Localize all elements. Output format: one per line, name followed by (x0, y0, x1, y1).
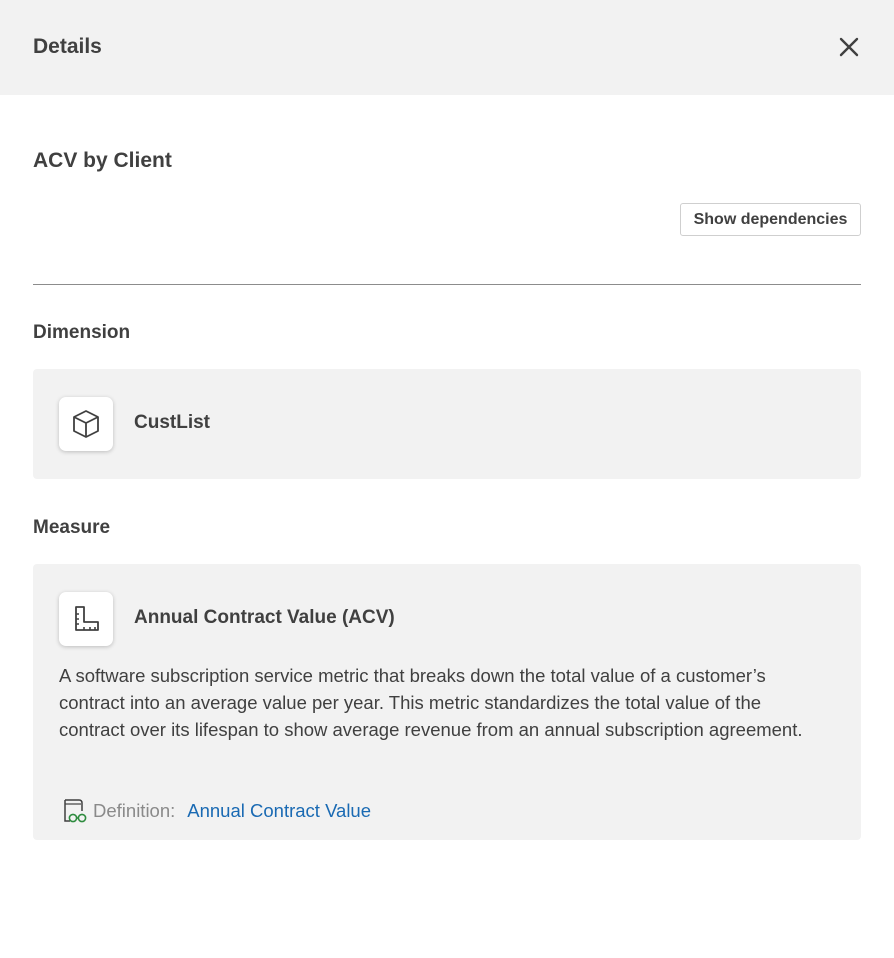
dimension-card (33, 369, 861, 479)
measure-section-label: Measure (33, 517, 111, 538)
measure-icon-tile (59, 592, 113, 646)
definition-link[interactable]: Annual Contract Value (187, 800, 372, 821)
definition-row (61, 796, 371, 826)
panel-title: Details (33, 35, 102, 58)
close-icon (839, 37, 859, 57)
show-dependencies-button[interactable]: Show dependencies (680, 203, 861, 236)
dimension-name: CustList (134, 412, 210, 433)
dimension-icon-tile (59, 397, 113, 451)
glossary-icon (61, 797, 87, 825)
definition-label: Definition: (93, 800, 176, 821)
visualization-title: ACV by Client (33, 149, 172, 172)
panel-header (0, 0, 894, 95)
close-button[interactable] (832, 30, 866, 64)
measure-card (33, 564, 861, 840)
measure-icon (71, 604, 101, 634)
measure-name: Annual Contract Value (ACV) (134, 607, 395, 628)
cube-icon (71, 409, 101, 439)
divider (33, 284, 861, 285)
dimension-section-label: Dimension (33, 322, 131, 343)
measure-description: A software subscription service metric that breaks down the total value of a customer’s contract into an average value per year. This metric standardizes the total value of the contract over its lifespan to show average revenue from an annual subscription agreement. (59, 665, 803, 740)
